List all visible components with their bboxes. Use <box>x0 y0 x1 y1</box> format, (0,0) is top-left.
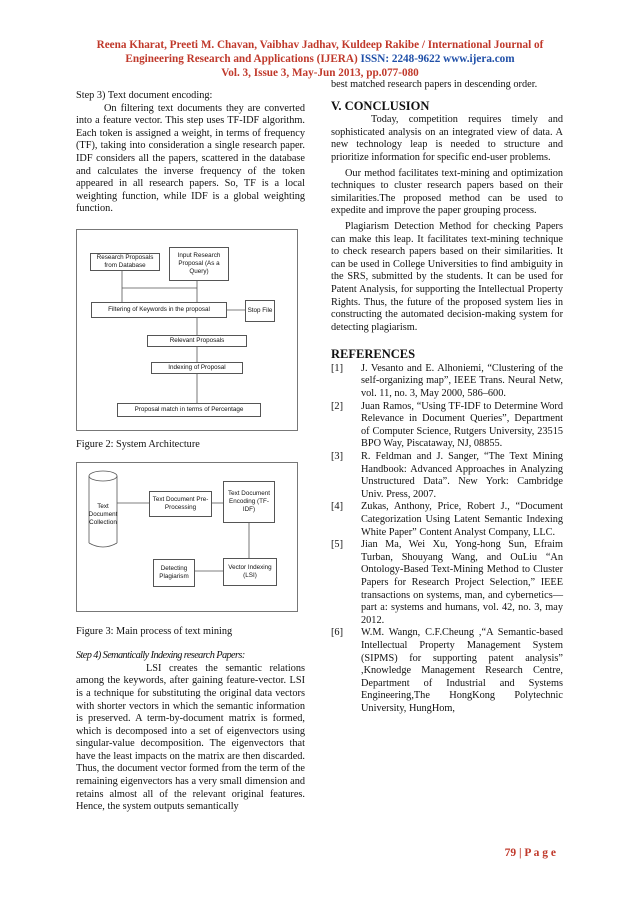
reference-item: [6] W.M. Wangn, C.F.Cheung ,“A Semantic-based Intellectual Property Management System (SIPMS) for supporting patent analysis” ,Knowledge Management Research Centre, Department of Industrial and Systems Engineering,The HongKong Polytechnic University, HungHom, <box>331 627 563 714</box>
detecting-plagiarism-box: Detecting Plagiarism <box>153 559 195 587</box>
step4-body: LSI creates the semantic relations among the keywords, after gaining feature-vector. LSI is a technique for substituting the original data vectors with shorter vectors in which the semantic information is preserved. A term-by-document matrix is formed, which is decomposed into a set of eigenvectors using singular-value decomposition. The eigenvectors that have the least impacts on the matrix are then discarded. Thus, the document vector formed from the term of the remaining eigenvectors has a very small dimension and retains almost all of the relevant original features. Hence, the system outputs semantically <box>76 662 305 813</box>
references-heading: REFERENCES <box>331 347 416 362</box>
continuation-text: best matched research papers in descending order. <box>331 79 538 90</box>
figure-2-caption: Figure 2: System Architecture <box>76 438 200 450</box>
right-column <box>331 79 563 716</box>
figure-3-caption: Figure 3: Main process of text mining <box>76 625 233 637</box>
text-document-collection: Text Document Collection <box>88 502 118 526</box>
header-line-2 <box>50 52 590 66</box>
stop-file-box: Stop File <box>245 300 275 322</box>
conclusion-paragraph-1: Today, competition requires timely and sophisticated analysis on an integrated view of data. A new technology leap is needed to structure and prioritize information for specific end-user problems. <box>331 114 563 163</box>
conclusion-heading: V. CONCLUSION <box>331 98 430 113</box>
vector-indexing-box: Vector Indexing (LSI) <box>223 558 277 586</box>
page-number: 79 | P a g e <box>504 847 556 859</box>
reference-item: [1] J. Vesanto and E. Alhoniemi, “Clustering of the self-organizing map”, IEEE Trans. Neural Netw, vol. 11, no. 3, May 2000, 586–600. <box>331 362 563 400</box>
input-research-box: Input Research Proposal (As a Query) <box>169 247 229 281</box>
journal-name: Engineering Research and Applications (IJERA) <box>125 53 361 66</box>
step3-title: Step 3) Text document encoding: <box>76 90 213 101</box>
references-list <box>331 363 563 716</box>
figure-3-text-mining-process <box>76 462 298 612</box>
conclusion-paragraph-2: Our method facilitates text-mining and optimization techniques to cluster research papers based on their similarities.The proposed method can be used to expedite and improve the paper grouping process. <box>331 167 563 217</box>
reference-item: [2] Juan Ramos, “Using TF-IDF to Determine Word Relevance in Document Queries”, Department of Computer Science, Rutgers University, 23515 BPO Way, Piscataway, NJ, 08855. <box>331 400 563 450</box>
relevant-proposals-box: Relevant Proposals <box>147 335 247 347</box>
figure-2-system-architecture <box>76 229 298 431</box>
indexing-proposal-box: Indexing of Proposal <box>151 362 243 374</box>
header-line-3: Vol. 3, Issue 3, May-Jun 2013, pp.077-080 <box>221 67 419 80</box>
filtering-keywords-box: Filtering of Keywords in the proposal <box>91 302 227 318</box>
reference-item: [3] R. Feldman and J. Sanger, “The Text Mining Handbook: Advanced Approaches in Analyzing Unstructured Data”. New York: Cambridge Univ. Press, 2007. <box>331 451 563 500</box>
research-proposals-box: Research Proposals from Database <box>90 253 160 271</box>
issn-and-url: ISSN: 2248-9622 www.ijera.com <box>360 53 515 66</box>
step4-title: Step 4) Semantically Indexing research Papers: <box>76 650 245 662</box>
preprocessing-box: Text Document Pre-Processing <box>149 491 212 517</box>
conclusion-paragraph-3: Plagiarism Detection Method for checking Papers can make this leap. It facilitates text-mining technique to check research papers based on their similarities. It can be used in College Universities to find ambiguity in the SRS, submitted by the students. It can be used for Patent Analysis, for supporting the Intellectual Property Rights. Thus, the future of the proposed system lies in constructing the automated decision-making system for detecting plagiarism. <box>331 220 563 333</box>
encoding-box: Text Document Encoding (TF-IDF) <box>223 481 275 523</box>
header-line-1: Reena Kharat, Preeti M. Chavan, Vaibhav Jadhav, Kuldeep Rakibe / International Journal of <box>96 39 544 51</box>
left-column <box>76 90 305 814</box>
journal-header <box>50 38 590 81</box>
reference-item: [5] Jian Ma, Wei Xu, Yong-hong Sun, Efraim Turban, Shouyang Wang, and OuLiu “An Ontology-Based Text-Mining Method to Cluster Papers for Research Project Selection,” IEEE transactions on systems, man, and cybernetics—part a: systems and humans, vol. 42, no. 3, may 2012. <box>331 539 563 626</box>
step3-body: On filtering text documents they are converted into a feature vector. This step uses TF-IDF algorithm. Each token is assigned a weight, in terms of frequency (TF), taking into consideration a single research paper. IDF considers all the papers, scattered in the database and calculates the inverse frequency of the token appeared in all research papers. So, TF is a local weighting function, while IDF is a global weighting function. <box>76 102 305 215</box>
proposal-match-box: Proposal match in terms of Percentage <box>117 403 261 417</box>
reference-item: [4] Zukas, Anthony, Price, Robert J., “Document Categorization Using Latent Semantic Indexing White Paper” Content Analyst Company, LLC. <box>331 501 563 538</box>
